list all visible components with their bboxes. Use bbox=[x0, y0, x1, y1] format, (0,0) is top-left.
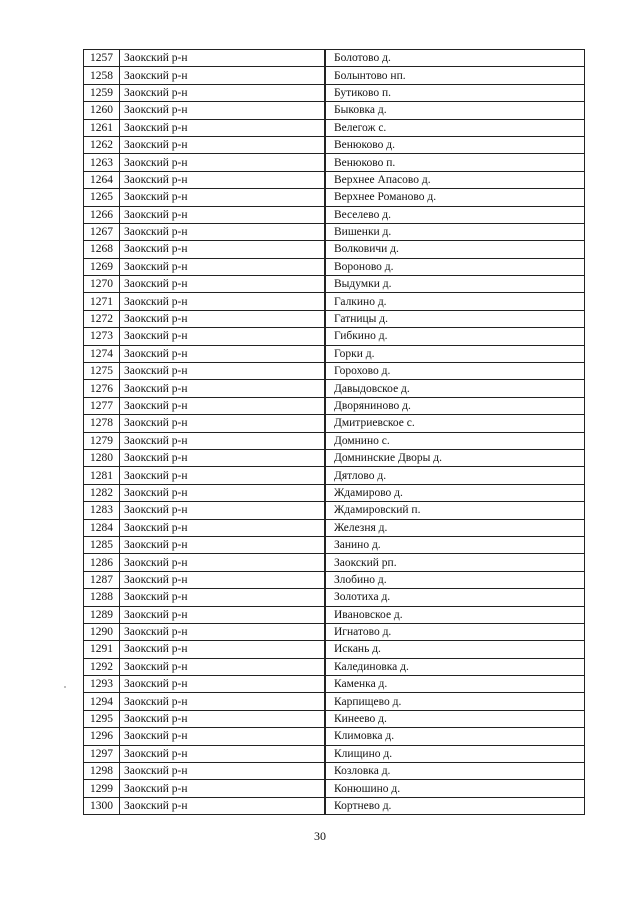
district-cell: Заокский р-н bbox=[120, 206, 326, 223]
settlement-cell: Горки д. bbox=[325, 345, 585, 362]
row-number-cell: 1278 bbox=[84, 415, 120, 432]
table-row bbox=[84, 328, 585, 345]
settlement-cell: Вороново д. bbox=[325, 258, 585, 275]
district-cell: Заокский р-н bbox=[120, 710, 326, 727]
district-cell: Заокский р-н bbox=[120, 623, 326, 640]
row-number-cell: 1293 bbox=[84, 676, 120, 693]
table-row bbox=[84, 623, 585, 640]
table-row bbox=[84, 276, 585, 293]
district-cell: Заокский р-н bbox=[120, 102, 326, 119]
table-row bbox=[84, 171, 585, 188]
district-cell: Заокский р-н bbox=[120, 171, 326, 188]
row-number-cell: 1259 bbox=[84, 84, 120, 101]
row-number-cell: 1298 bbox=[84, 763, 120, 780]
district-cell: Заокский р-н bbox=[120, 415, 326, 432]
row-number-cell: 1270 bbox=[84, 276, 120, 293]
settlements-table bbox=[83, 49, 585, 815]
settlement-cell: Искань д. bbox=[325, 641, 585, 658]
row-number-cell: 1275 bbox=[84, 363, 120, 380]
table-row bbox=[84, 589, 585, 606]
settlement-cell: Калединовка д. bbox=[325, 658, 585, 675]
settlement-cell: Каменка д. bbox=[325, 676, 585, 693]
district-cell: Заокский р-н bbox=[120, 328, 326, 345]
table-row bbox=[84, 415, 585, 432]
row-number-cell: 1277 bbox=[84, 397, 120, 414]
district-cell: Заокский р-н bbox=[120, 84, 326, 101]
settlement-cell: Злобино д. bbox=[325, 571, 585, 588]
district-cell: Заокский р-н bbox=[120, 119, 326, 136]
district-cell: Заокский р-н bbox=[120, 502, 326, 519]
row-number-cell: 1257 bbox=[84, 50, 120, 67]
settlement-cell: Ивановское д. bbox=[325, 606, 585, 623]
row-number-cell: 1263 bbox=[84, 154, 120, 171]
settlement-cell: Галкино д. bbox=[325, 293, 585, 310]
table-row bbox=[84, 536, 585, 553]
table-row bbox=[84, 658, 585, 675]
table-row bbox=[84, 154, 585, 171]
district-cell: Заокский р-н bbox=[120, 589, 326, 606]
district-cell: Заокский р-н bbox=[120, 241, 326, 258]
table-row bbox=[84, 310, 585, 327]
row-number-cell: 1285 bbox=[84, 536, 120, 553]
district-cell: Заокский р-н bbox=[120, 432, 326, 449]
district-cell: Заокский р-н bbox=[120, 797, 326, 814]
table-row bbox=[84, 380, 585, 397]
row-number-cell: 1280 bbox=[84, 449, 120, 466]
district-cell: Заокский р-н bbox=[120, 571, 326, 588]
table-row bbox=[84, 223, 585, 240]
settlement-cell: Кортнево д. bbox=[325, 797, 585, 814]
settlement-cell: Веселево д. bbox=[325, 206, 585, 223]
settlement-cell: Занино д. bbox=[325, 536, 585, 553]
district-cell: Заокский р-н bbox=[120, 293, 326, 310]
settlement-cell: Игнатово д. bbox=[325, 623, 585, 640]
row-number-cell: 1300 bbox=[84, 797, 120, 814]
table-row bbox=[84, 397, 585, 414]
row-number-cell: 1258 bbox=[84, 67, 120, 84]
row-number-cell: 1264 bbox=[84, 171, 120, 188]
district-cell: Заокский р-н bbox=[120, 276, 326, 293]
district-cell: Заокский р-н bbox=[120, 554, 326, 571]
district-cell: Заокский р-н bbox=[120, 606, 326, 623]
settlement-cell: Выдумки д. bbox=[325, 276, 585, 293]
district-cell: Заокский р-н bbox=[120, 310, 326, 327]
settlement-cell: Болотово д. bbox=[325, 50, 585, 67]
table-row bbox=[84, 241, 585, 258]
district-cell: Заокский р-н bbox=[120, 154, 326, 171]
settlement-cell: Давыдовское д. bbox=[325, 380, 585, 397]
table-row bbox=[84, 606, 585, 623]
settlement-cell: Волковичи д. bbox=[325, 241, 585, 258]
settlement-cell: Велегож с. bbox=[325, 119, 585, 136]
table-row bbox=[84, 449, 585, 466]
table-row bbox=[84, 258, 585, 275]
row-number-cell: 1281 bbox=[84, 467, 120, 484]
district-cell: Заокский р-н bbox=[120, 363, 326, 380]
table-row bbox=[84, 136, 585, 153]
settlement-cell: Болынтово нп. bbox=[325, 67, 585, 84]
district-cell: Заокский р-н bbox=[120, 658, 326, 675]
row-number-cell: 1292 bbox=[84, 658, 120, 675]
row-number-cell: 1289 bbox=[84, 606, 120, 623]
table-row bbox=[84, 763, 585, 780]
table-row bbox=[84, 676, 585, 693]
district-cell: Заокский р-н bbox=[120, 223, 326, 240]
settlement-cell: Дмитриевское с. bbox=[325, 415, 585, 432]
table-row bbox=[84, 797, 585, 814]
settlement-cell: Венюково п. bbox=[325, 154, 585, 171]
table-row bbox=[84, 484, 585, 501]
table-row bbox=[84, 102, 585, 119]
district-cell: Заокский р-н bbox=[120, 641, 326, 658]
settlement-cell: Клищино д. bbox=[325, 745, 585, 762]
row-number-cell: 1290 bbox=[84, 623, 120, 640]
settlement-cell: Венюково д. bbox=[325, 136, 585, 153]
table-row bbox=[84, 728, 585, 745]
scan-speck bbox=[64, 686, 66, 688]
row-number-cell: 1287 bbox=[84, 571, 120, 588]
district-cell: Заокский р-н bbox=[120, 763, 326, 780]
row-number-cell: 1265 bbox=[84, 189, 120, 206]
settlement-cell: Железня д. bbox=[325, 519, 585, 536]
row-number-cell: 1262 bbox=[84, 136, 120, 153]
settlement-cell: Верхнее Романово д. bbox=[325, 189, 585, 206]
row-number-cell: 1282 bbox=[84, 484, 120, 501]
settlement-cell: Заокский рп. bbox=[325, 554, 585, 571]
table-row bbox=[84, 571, 585, 588]
row-number-cell: 1274 bbox=[84, 345, 120, 362]
district-cell: Заокский р-н bbox=[120, 397, 326, 414]
settlement-cell: Быковка д. bbox=[325, 102, 585, 119]
row-number-cell: 1271 bbox=[84, 293, 120, 310]
row-number-cell: 1268 bbox=[84, 241, 120, 258]
district-cell: Заокский р-н bbox=[120, 345, 326, 362]
district-cell: Заокский р-н bbox=[120, 676, 326, 693]
settlement-cell: Карпищево д. bbox=[325, 693, 585, 710]
settlement-cell: Козловка д. bbox=[325, 763, 585, 780]
district-cell: Заокский р-н bbox=[120, 189, 326, 206]
row-number-cell: 1273 bbox=[84, 328, 120, 345]
table-row bbox=[84, 293, 585, 310]
table-row bbox=[84, 519, 585, 536]
table-row bbox=[84, 745, 585, 762]
row-number-cell: 1299 bbox=[84, 780, 120, 797]
row-number-cell: 1260 bbox=[84, 102, 120, 119]
row-number-cell: 1267 bbox=[84, 223, 120, 240]
row-number-cell: 1297 bbox=[84, 745, 120, 762]
table-row bbox=[84, 693, 585, 710]
row-number-cell: 1291 bbox=[84, 641, 120, 658]
district-cell: Заокский р-н bbox=[120, 50, 326, 67]
district-cell: Заокский р-н bbox=[120, 467, 326, 484]
district-cell: Заокский р-н bbox=[120, 519, 326, 536]
district-cell: Заокский р-н bbox=[120, 536, 326, 553]
settlement-cell: Гибкино д. bbox=[325, 328, 585, 345]
row-number-cell: 1295 bbox=[84, 710, 120, 727]
settlement-cell: Домнино с. bbox=[325, 432, 585, 449]
district-cell: Заокский р-н bbox=[120, 484, 326, 501]
settlement-cell: Дворяниново д. bbox=[325, 397, 585, 414]
table-row bbox=[84, 432, 585, 449]
table-row bbox=[84, 119, 585, 136]
table-row bbox=[84, 502, 585, 519]
table-row bbox=[84, 345, 585, 362]
table-row bbox=[84, 189, 585, 206]
row-number-cell: 1266 bbox=[84, 206, 120, 223]
table-row bbox=[84, 467, 585, 484]
settlement-cell: Конюшино д. bbox=[325, 780, 585, 797]
row-number-cell: 1294 bbox=[84, 693, 120, 710]
settlement-cell: Кинеево д. bbox=[325, 710, 585, 727]
district-cell: Заокский р-н bbox=[120, 728, 326, 745]
row-number-cell: 1269 bbox=[84, 258, 120, 275]
table-row bbox=[84, 780, 585, 797]
settlement-cell: Гатницы д. bbox=[325, 310, 585, 327]
district-cell: Заокский р-н bbox=[120, 136, 326, 153]
page-number: 30 bbox=[314, 829, 326, 843]
district-cell: Заокский р-н bbox=[120, 380, 326, 397]
row-number-cell: 1284 bbox=[84, 519, 120, 536]
settlement-cell: Горохово д. bbox=[325, 363, 585, 380]
settlement-cell: Золотиха д. bbox=[325, 589, 585, 606]
row-number-cell: 1279 bbox=[84, 432, 120, 449]
row-number-cell: 1283 bbox=[84, 502, 120, 519]
table-row bbox=[84, 641, 585, 658]
row-number-cell: 1261 bbox=[84, 119, 120, 136]
district-cell: Заокский р-н bbox=[120, 258, 326, 275]
district-cell: Заокский р-н bbox=[120, 693, 326, 710]
table-row bbox=[84, 206, 585, 223]
district-cell: Заокский р-н bbox=[120, 67, 326, 84]
table-body bbox=[84, 50, 585, 815]
settlement-cell: Ждамировский п. bbox=[325, 502, 585, 519]
settlement-cell: Вишенки д. bbox=[325, 223, 585, 240]
row-number-cell: 1288 bbox=[84, 589, 120, 606]
table-row bbox=[84, 84, 585, 101]
settlement-cell: Ждамирово д. bbox=[325, 484, 585, 501]
row-number-cell: 1272 bbox=[84, 310, 120, 327]
table-row bbox=[84, 363, 585, 380]
row-number-cell: 1276 bbox=[84, 380, 120, 397]
settlement-cell: Верхнее Апасово д. bbox=[325, 171, 585, 188]
settlement-cell: Дятлово д. bbox=[325, 467, 585, 484]
district-cell: Заокский р-н bbox=[120, 745, 326, 762]
settlement-cell: Домнинские Дворы д. bbox=[325, 449, 585, 466]
district-cell: Заокский р-н bbox=[120, 449, 326, 466]
table-row bbox=[84, 50, 585, 67]
settlement-cell: Бутиково п. bbox=[325, 84, 585, 101]
table-row bbox=[84, 554, 585, 571]
row-number-cell: 1286 bbox=[84, 554, 120, 571]
table-row bbox=[84, 710, 585, 727]
district-cell: Заокский р-н bbox=[120, 780, 326, 797]
table-row bbox=[84, 67, 585, 84]
row-number-cell: 1296 bbox=[84, 728, 120, 745]
settlement-cell: Климовка д. bbox=[325, 728, 585, 745]
